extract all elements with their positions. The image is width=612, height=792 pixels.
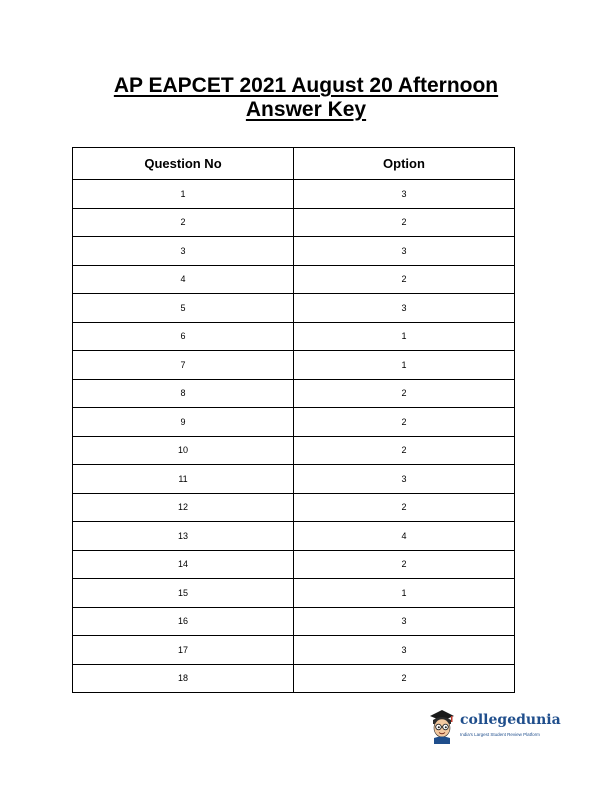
title-line-1: AP EAPCET 2021 August 20 Afternoon — [113, 74, 499, 97]
table-row — [73, 664, 515, 693]
option-cell: 1 — [294, 351, 515, 380]
question-cell: 1 — [73, 180, 294, 209]
table-row — [73, 265, 515, 294]
question-cell: 8 — [73, 379, 294, 408]
option-cell: 2 — [294, 550, 515, 579]
option-cell: 3 — [294, 237, 515, 266]
option-cell: 2 — [294, 379, 515, 408]
question-cell: 12 — [73, 493, 294, 522]
table-row — [73, 294, 515, 323]
table-row — [73, 408, 515, 437]
table-header-row — [73, 148, 515, 180]
table-row — [73, 180, 515, 209]
option-cell: 3 — [294, 180, 515, 209]
option-cell: 1 — [294, 579, 515, 608]
header-option: Option — [294, 148, 515, 180]
table-row — [73, 436, 515, 465]
option-cell: 4 — [294, 522, 515, 551]
option-cell: 3 — [294, 636, 515, 665]
question-cell: 13 — [73, 522, 294, 551]
option-cell: 2 — [294, 265, 515, 294]
table-row — [73, 465, 515, 494]
table-row — [73, 379, 515, 408]
option-cell: 3 — [294, 607, 515, 636]
question-cell: 3 — [73, 237, 294, 266]
table-row — [73, 493, 515, 522]
option-cell: 3 — [294, 465, 515, 494]
table-row — [73, 579, 515, 608]
question-cell: 10 — [73, 436, 294, 465]
answer-key-table — [72, 147, 515, 693]
option-cell: 2 — [294, 408, 515, 437]
collegedunia-logo — [428, 708, 561, 744]
question-cell: 2 — [73, 208, 294, 237]
page-title — [0, 74, 612, 122]
logo-tagline: India's Largest Student Review Platform — [460, 732, 540, 737]
table-row — [73, 522, 515, 551]
question-cell: 6 — [73, 322, 294, 351]
table-row — [73, 351, 515, 380]
mascot-icon — [428, 708, 456, 744]
question-cell: 5 — [73, 294, 294, 323]
header-question-no: Question No — [73, 148, 294, 180]
option-cell: 2 — [294, 208, 515, 237]
table-row — [73, 636, 515, 665]
table-row — [73, 550, 515, 579]
question-cell: 9 — [73, 408, 294, 437]
option-cell: 1 — [294, 322, 515, 351]
question-cell: 11 — [73, 465, 294, 494]
option-cell: 2 — [294, 664, 515, 693]
title-line-2: Answer Key — [245, 98, 367, 121]
logo-wordmark: collegedunia — [460, 712, 561, 728]
question-cell: 15 — [73, 579, 294, 608]
option-cell: 3 — [294, 294, 515, 323]
table-row — [73, 607, 515, 636]
option-cell: 2 — [294, 436, 515, 465]
table-row — [73, 237, 515, 266]
question-cell: 18 — [73, 664, 294, 693]
table-row — [73, 322, 515, 351]
question-cell: 7 — [73, 351, 294, 380]
question-cell: 16 — [73, 607, 294, 636]
question-cell: 17 — [73, 636, 294, 665]
question-cell: 4 — [73, 265, 294, 294]
question-cell: 14 — [73, 550, 294, 579]
option-cell: 2 — [294, 493, 515, 522]
table-row — [73, 208, 515, 237]
